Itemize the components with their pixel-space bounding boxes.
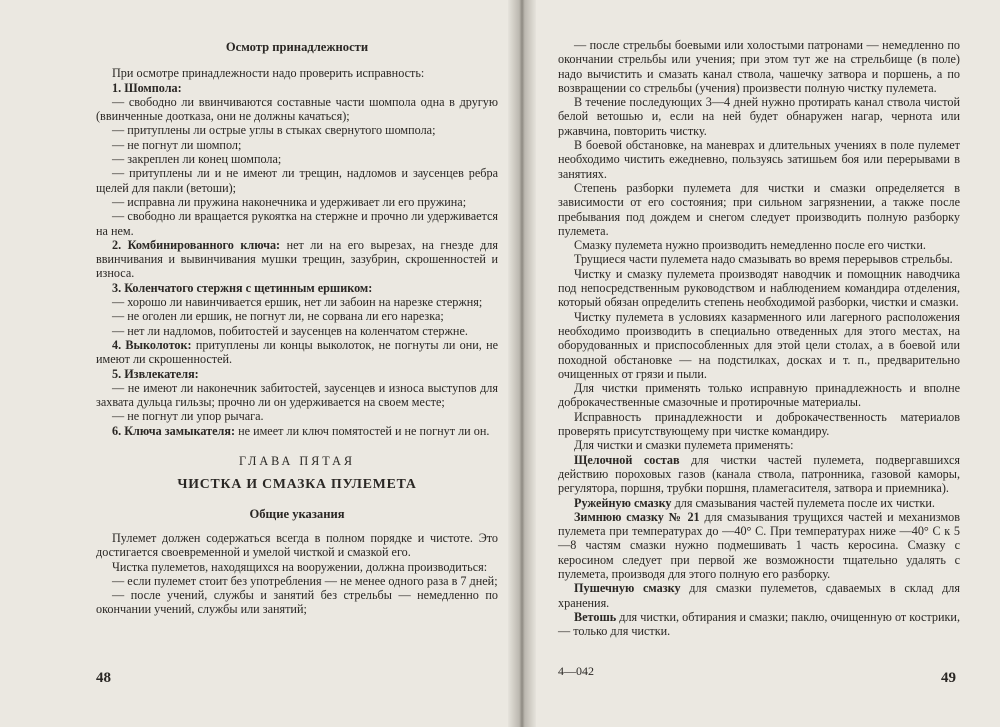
item-label: Щелочной состав <box>574 452 680 467</box>
chapter-title: ЧИСТКА И СМАЗКА ПУЛЕМЕТА <box>177 476 417 492</box>
right-page <box>522 0 1000 727</box>
paragraph: — свободно ли вращается рукоятка на стержне и прочно ли удерживается на нем. <box>96 209 498 238</box>
signature-mark: 4—042 <box>558 664 594 678</box>
paragraph: Исправность принадлежности и доброкачественность материалов проверять присутствующему при чистке командиру. <box>558 409 960 439</box>
paragraph: — после учений, службы и занятий без стрельбы — немедленно по окончании учений, службы или занятий; <box>96 588 498 617</box>
item-text: для смазывания трущихся частей и механизмов пулемета при температурах до —40° С. При температурах ниже —40° С к 5—8 частям смазки нужно подмешивать 1 часть керосина. Смазку с керосином следует при первой же возможности тщательно удалять с пулемета, производя для этого полную его разборку. <box>558 509 960 581</box>
paragraph: — притуплены ли и не имеют ли трещин, надломов и заусенцев ребра щелей для пакли (ветоши); <box>96 166 498 195</box>
item-label: Пушечную смазку <box>574 581 681 596</box>
paragraph: — если пулемет стоит без употребления — не менее одного раза в 7 дней; <box>112 573 498 588</box>
item-text: нет ли на его вырезах, на гнезде для ввинчивания и вывинчивания мушки трещин, зазубрин, скрошенностей и износа. <box>96 237 498 281</box>
item-text: для чистки частей пулемета, подвергавшихся действию пороховых газов (канала ствола, патронника, газовой каморы, регулятора, поршня, трубки поршня, пламегасителя, затвора и приемника). <box>558 452 960 496</box>
paragraph <box>558 610 960 639</box>
item-label: 2. Комбинированного ключа: <box>112 237 281 252</box>
paragraph: Для чистки применять только исправную принадлежность и вполне доброкачественные смазочные и протирочные материалы. <box>558 381 960 410</box>
paragraph: Чистку и смазку пулемета производят наводчик и помощник наводчика под непосредственным руководством и наблюдением командира отделения, который обязан определить степень необходимой разборки, чистки и смазки. <box>558 266 960 310</box>
paragraph: — после стрельбы боевыми или холостыми патронами — немедленно по окончании стрельбы или учения; при этом тут же на стрельбище (в поле) надо вычистить и смазать канал ствола, чашечку затвора и поршень, а по возвращении со стрельбы (учения) произвести полную чистку пулемета. <box>558 38 960 95</box>
subheading: Общие указания <box>249 506 345 521</box>
paragraph <box>96 238 498 281</box>
paragraph: — закреплен ли конец шомпола; <box>112 152 282 167</box>
chapter-label: ГЛАВА ПЯТАЯ <box>238 454 356 469</box>
item-label: 4. Выколоток: <box>112 337 192 352</box>
item-text: для чистки, обтирания и смазки; паклю, очищенную от кострики, — только для чистки. <box>558 609 960 639</box>
section-heading: Осмотр принадлежности <box>225 40 369 54</box>
paragraph: Степень разборки пулемета для чистки и смазки определяется в зависимости от его состояния; при сильном загрязнении, а также после пребывания под дождем и снегом следует производить полную разборку пулемета. <box>558 180 960 238</box>
page-number: 49 <box>941 670 956 686</box>
paragraph: — не погнут ли шомпол; <box>112 137 242 152</box>
paragraph <box>96 424 498 438</box>
paragraph: — хорошо ли навинчивается ершик, нет ли забоин на нарезке стержня; <box>112 295 483 310</box>
paragraph: — не погнут ли упор рычага. <box>112 409 264 424</box>
item-label: 6. Ключа замыкателя: <box>112 423 236 438</box>
paragraph: — исправна ли пружина наконечника и удерживает ли его пружина; <box>112 194 467 209</box>
paragraph <box>96 281 498 295</box>
item-label: Ружейную смазку <box>574 495 672 510</box>
item-label: 3. Коленчатого стержня с щетинным ершиком: <box>112 280 373 295</box>
item-text: не имеет ли ключ помятостей и не погнут ли он. <box>235 423 490 438</box>
paragraph: Пулемет должен содержаться всегда в полном порядке и чистоте. Это достигается своевременной и умелой чисткой и смазкой его. <box>96 530 498 560</box>
book-gutter <box>508 0 536 727</box>
paragraph: Трущиеся части пулемета надо смазывать во время перерывов стрельбы. <box>574 252 953 267</box>
item-label: Зимнюю смазку № 21 <box>574 509 700 524</box>
paragraph <box>558 581 960 610</box>
item-text: для смазки пулеметов, сдаваемых в склад для хранения. <box>558 581 960 610</box>
item-text: для смазывания частей пулемета после их чистки. <box>671 495 935 510</box>
paragraph <box>96 338 498 367</box>
paragraph <box>558 496 960 510</box>
paragraph: — свободно ли ввинчиваются составные части шомпола одна в другую (ввинченные доотказа, они не должны качаться); <box>96 94 498 124</box>
paragraph: Смазку пулемета нужно производить немедленно после его чистки. <box>574 238 926 253</box>
paragraph: Чистка пулеметов, находящихся на вооружении, должна производиться: <box>112 559 488 574</box>
paragraph: В боевой обстановке, на маневрах и длительных учениях в поле пулемет необходимо чистить ежедневно, пользуясь затишьем боя или перерывами в занятиях. <box>558 138 960 181</box>
paragraph: Чистку пулемета в условиях казарменного или лагерного расположения необходимо производить в специально отведенных для этого местах, на оборудованных и приспособленных для этой цели столах, а в боевой или походной обстановке — на подстилках, досках и т. п., предварительно очищенных от грязи и пыли. <box>558 309 960 381</box>
item-label: 5. Извлекателя: <box>112 366 199 381</box>
paragraph <box>558 510 960 581</box>
item-text: притуплены ли концы выколоток, не погнуты ли они, не имеют ли скрошенностей. <box>96 337 499 367</box>
paragraph: — нет ли надломов, побитостей и заусенцев на коленчатом стержне. <box>112 323 468 338</box>
paragraph <box>96 367 498 381</box>
paragraph: — не имеют ли наконечник забитостей, заусенцев и износа выступов для захвата дульца гильзы; прочно ли он удерживается на своем месте; <box>96 380 498 410</box>
paragraph: В течение последующих 3—4 дней нужно протирать канал ствола чистой белой ветошью и, если на ней будет обнаружен нагар, чернота или ржавчина, повторить чистку. <box>558 95 960 138</box>
paragraph: — притуплены ли острые углы в стыках свернутого шомпола; <box>112 123 436 138</box>
page-number: 48 <box>96 670 111 686</box>
paragraph: 1. Шомпола: <box>112 80 182 95</box>
paragraph: При осмотре принадлежности надо проверить исправность: <box>112 66 425 81</box>
item-label: Ветошь <box>574 609 617 624</box>
paragraph: — не оголен ли ершик, не погнут ли, не сорвана ли его нарезка; <box>112 309 444 324</box>
paragraph <box>558 453 960 496</box>
paragraph: Для чистки и смазки пулемета применять: <box>574 438 794 453</box>
